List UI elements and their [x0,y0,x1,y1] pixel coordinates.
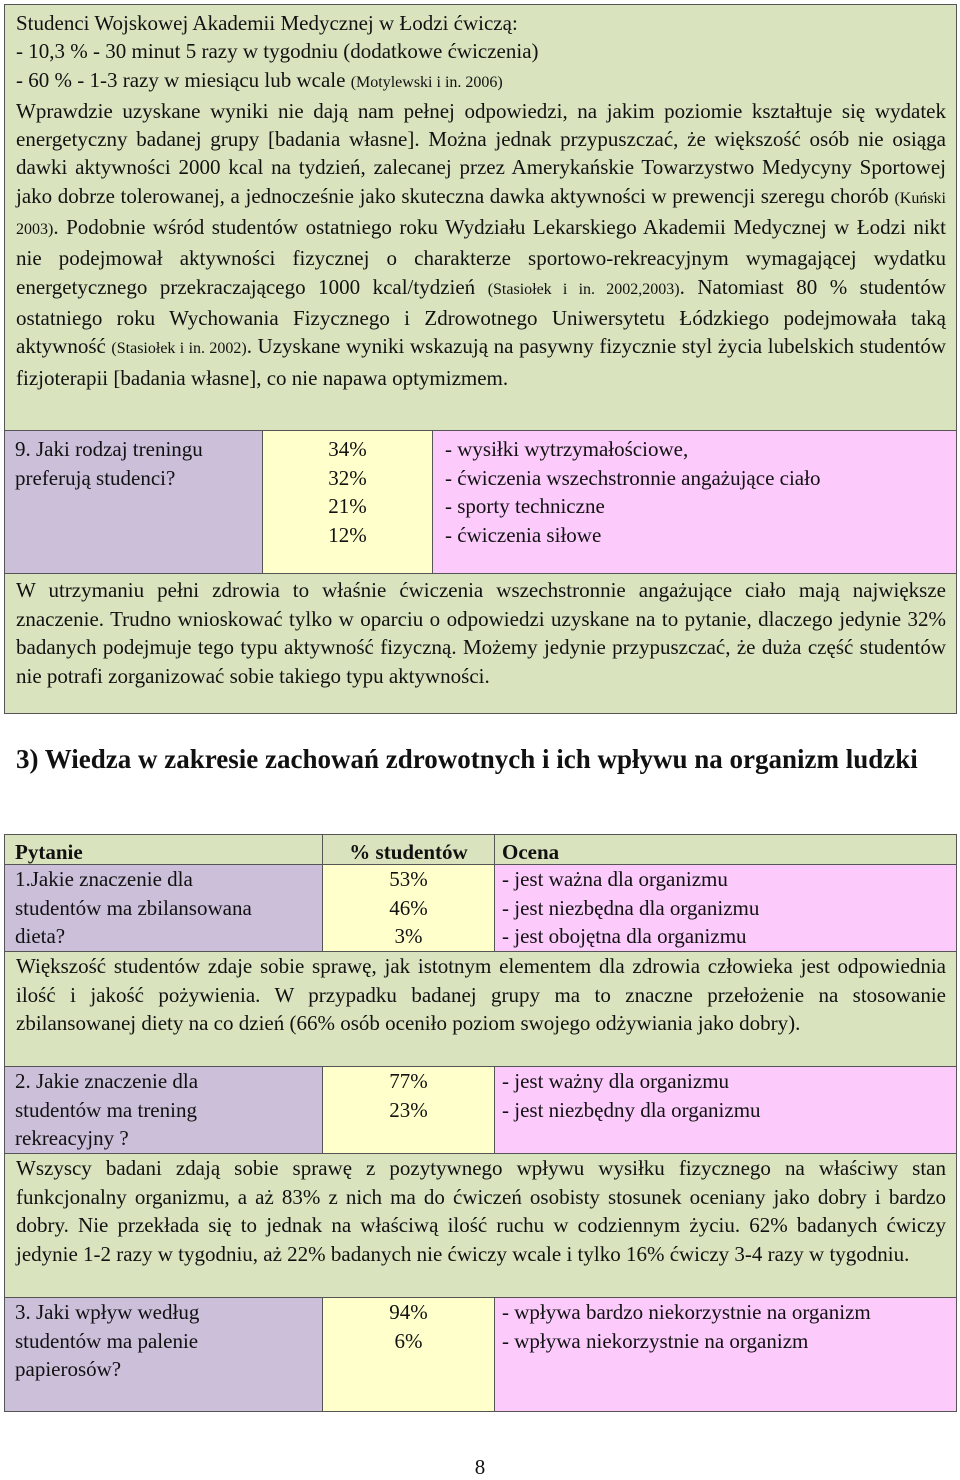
question-text: 3. Jaki wpływ według [15,1300,200,1324]
conclusion-paragraph: W utrzymaniu pełni zdrowia to właśnie ćwiczenia wszechstronnie angażujące ciało mają największe znaczenie. Trudno wnioskować tylko w oparciu o odpowiedzi uzyskane na to pytanie, dlaczego jedynie 32% badanych podejmuje tego typu aktywność fizyczną. Możemy jedynie przypuszczać, że duża część studentów nie potrafi zorganizować sobie takiego typu aktywności. [16,578,946,688]
percent-value: 34% [328,437,367,461]
page-number: 8 [474,1455,486,1479]
percent-value: 3% [394,924,423,948]
question-text: papierosów? [15,1357,122,1381]
question-text: studentów ma palenie [15,1328,199,1353]
question-text: dieta? [15,924,66,948]
text-box-activity [4,4,957,714]
percent-cell [323,865,495,951]
question-text: 1.Jakie znaczenie dla [15,867,193,891]
answer-cell [495,865,956,951]
percent-value: 12% [328,522,367,547]
answer-text: - jest obojętna dla organizmu [502,924,747,948]
answer-text: - jest niezbędna dla organizmu [502,895,760,920]
question-3-row [5,1297,956,1411]
percent-cell [263,431,433,573]
knowledge-table [4,834,957,1412]
text-line: - 60 % - 1-3 razy w miesiącu lub wcale (Motylewski i in. 2006) [16,67,503,92]
answer-text: - jest niezbędny dla organizmu [502,1097,761,1122]
answer-text: - ćwiczenia siłowe [445,522,602,547]
percent-value: 77% [389,1069,428,1093]
question-1-comment: Większość studentów zdaje sobie sprawę, jak istotnym elementem dla zdrowia człowieka jest odpowiednia ilość i jakość pożywienia. W przypadku badanej grupy ma to znaczne przełożenie na stosowanie zbilansowanej diety na co dzień (66% osób oceniło poziom swojego odżywiania jako dobry). [5,951,956,1066]
answer-cell [495,1067,956,1153]
percent-value: 32% [328,465,367,490]
body-text: Wprawdzie uzyskane wyniki nie dają nam pełnej odpowiedzi, na jakim poziomie kształtuje się wydatek energetyczny badanej grupy [badania własne]. Można jednak przypuszczać, że większość osób nie osiąga dawki aktywności 2000 kcal na tydzień, zalecanej przez Amerykańskie Towarzystwo Medycyny Sportowej jako dobrze tolerowanej, a jednocześnie jako skuteczna dawka aktywności w prewencji szeregu chorób (Kuński 2003). Podobnie wśród studentów ostatniego roku Wydziału Lekarskiego Akademii Medycznej w Łodzi nikt nie podejmował aktywności fizycznej o charakterze sportowo-rekreacyjnym wymagającej wydatku energetycznego przekraczającego 1000 kcal/tydzień (Stasiołek i in. 2002,2003). Natomiast 80 % studentów ostatniego roku Wychowania Fizycznego i Zdrowotnego Uniwersytetu Łódzkiego podejmowała taką aktywność (Stasiołek i in. 2002). Uzyskane wyniki wskazują na pasywny fizycznie styl życia lubelskich studentów fizjoterapii [badania własne], co nie napawa optymizmem. [16,98,947,390]
question-text: 9. Jaki rodzaj treningu [15,437,203,461]
question-cell [5,1298,323,1411]
question-9-row [5,430,956,574]
percent-value: 21% [328,494,367,518]
question-text: studentów ma trening [15,1097,197,1122]
text-line: - 10,3 % - 30 minut 5 razy w tygodniu (dodatkowe ćwiczenia) [16,39,539,64]
question-text: 2. Jakie znaczenie dla [15,1069,199,1093]
question-text: preferują studenci? [15,465,176,490]
question-text: studentów ma zbilansowana [15,895,252,920]
header-rating: Ocena [495,835,956,864]
question-1-row [5,864,956,951]
header-percent: % studentów [323,835,495,864]
answer-text: - wpływa niekorzystnie na organizm [502,1328,809,1353]
answer-text: - sporty techniczne [445,494,605,518]
activity-paragraph [5,5,956,430]
question-cell [5,865,323,951]
percent-cell [323,1298,495,1411]
section-heading: 3) Wiedza w zakresie zachowań zdrowotnych i ich wpływu na organizm ludzki [16,744,918,774]
percent-value: 53% [389,867,428,891]
question-text: rekreacyjny ? [15,1126,129,1150]
question-2-comment: Wszyscy badani zdają sobie sprawę z pozytywnego wpływu wysiłku fizycznego na właściwy stan funkcjonalny organizmu, a aż 83% z nich ma do ćwiczeń osobisty stosunek oceniany jako dobry i bardzo dobry. Nie przekłada się to jednak na właściwą ilość ruchu w codziennym życiu. 62% badanych ćwiczy jedynie 1-2 razy w tygodniu, aż 22% badanych nie ćwiczy wcale i tylko 16% ćwiczy 3-4 razy w tygodniu. [5,1153,956,1297]
answer-text: - jest ważna dla organizmu [502,867,728,891]
text-line: Studenci Wojskowej Akademii Medycznej w Łodzi ćwiczą: [16,11,518,35]
answer-cell [433,431,956,573]
percent-value: 23% [389,1097,428,1122]
question-cell [5,1067,323,1153]
answer-text: - ćwiczenia wszechstronnie angażujące ciało [445,465,821,490]
table-header-row [5,835,956,864]
answer-text: - jest ważny dla organizmu [502,1069,730,1093]
percent-value: 6% [394,1328,423,1353]
answer-cell [495,1298,956,1411]
header-question: Pytanie [5,835,323,864]
question-cell [5,431,263,573]
question-2-row [5,1066,956,1153]
answer-text: - wysiłki wytrzymałościowe, [445,437,689,461]
percent-value: 94% [389,1300,428,1324]
percent-value: 46% [389,895,428,920]
percent-cell [323,1067,495,1153]
answer-text: - wpływa bardzo niekorzystnie na organizm [502,1300,871,1324]
